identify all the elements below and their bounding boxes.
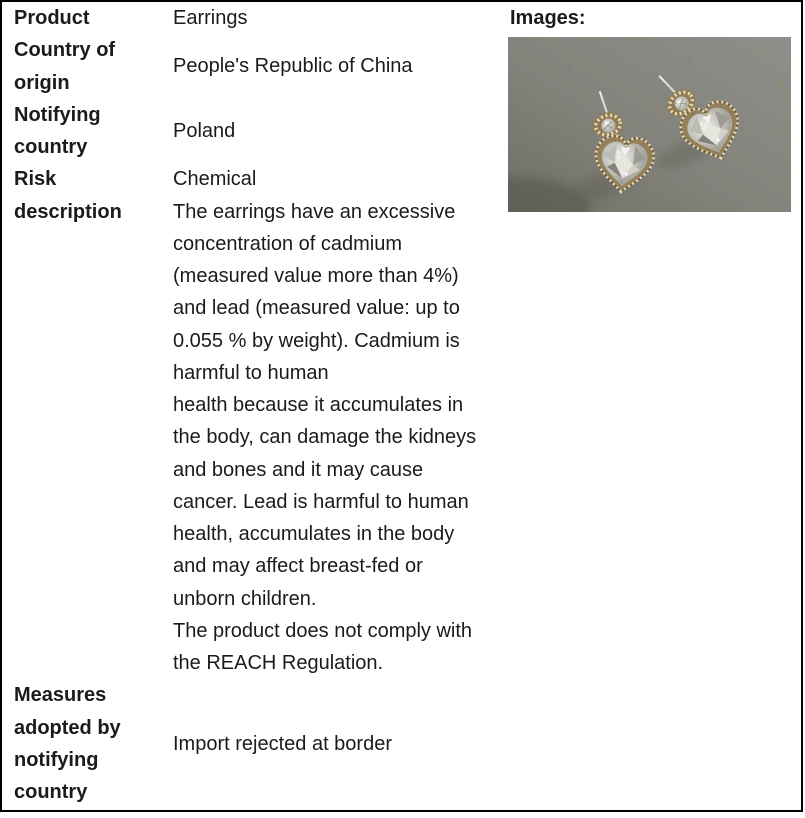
- row-label: Measures adopted by notifying country: [14, 684, 121, 803]
- row-label: Notifying country: [14, 103, 101, 158]
- row-value: Poland: [173, 119, 236, 142]
- images-label: Images:: [510, 7, 586, 29]
- description-line: health, accumulates in the body: [173, 523, 455, 545]
- row-value-description: [173, 196, 506, 680]
- row-value: Earrings: [173, 7, 248, 29]
- description-line: and lead (measured value: up to: [173, 297, 460, 320]
- description-line: The product does not comply with: [173, 619, 473, 642]
- product-photo: [508, 37, 791, 212]
- description-line: harmful to human: [173, 361, 329, 384]
- description-line: health because it accumulates in: [173, 394, 464, 416]
- description-line: 0.055 % by weight). Cadmium is: [173, 329, 460, 352]
- description-line: and bones and it may cause: [173, 458, 424, 481]
- table-row-risk-description: [14, 196, 801, 680]
- description-line: concentration of cadmium: [173, 232, 403, 255]
- images-section: [508, 2, 803, 212]
- row-label: Risk: [14, 168, 57, 191]
- description-line: the REACH Regulation.: [173, 652, 384, 674]
- row-value: Chemical: [173, 168, 257, 191]
- description-line: unborn children.: [173, 587, 317, 610]
- earrings-photo-illustration: [508, 37, 791, 212]
- description-line: (measured value more than 4%): [173, 265, 459, 287]
- description-line: The earrings have an excessive: [173, 200, 456, 223]
- row-value: Import rejected at border: [173, 732, 392, 755]
- description-line: and may affect breast-fed or: [173, 555, 423, 578]
- row-value: People's Republic of China: [173, 55, 413, 78]
- row-label: description: [14, 200, 122, 223]
- row-label: Product: [14, 7, 90, 29]
- row-label: Country of origin: [14, 39, 116, 94]
- table-row-measures: [14, 679, 801, 808]
- description-line: the body, can damage the kidneys: [173, 426, 477, 449]
- description-line: cancer. Lead is harmful to human: [173, 490, 469, 513]
